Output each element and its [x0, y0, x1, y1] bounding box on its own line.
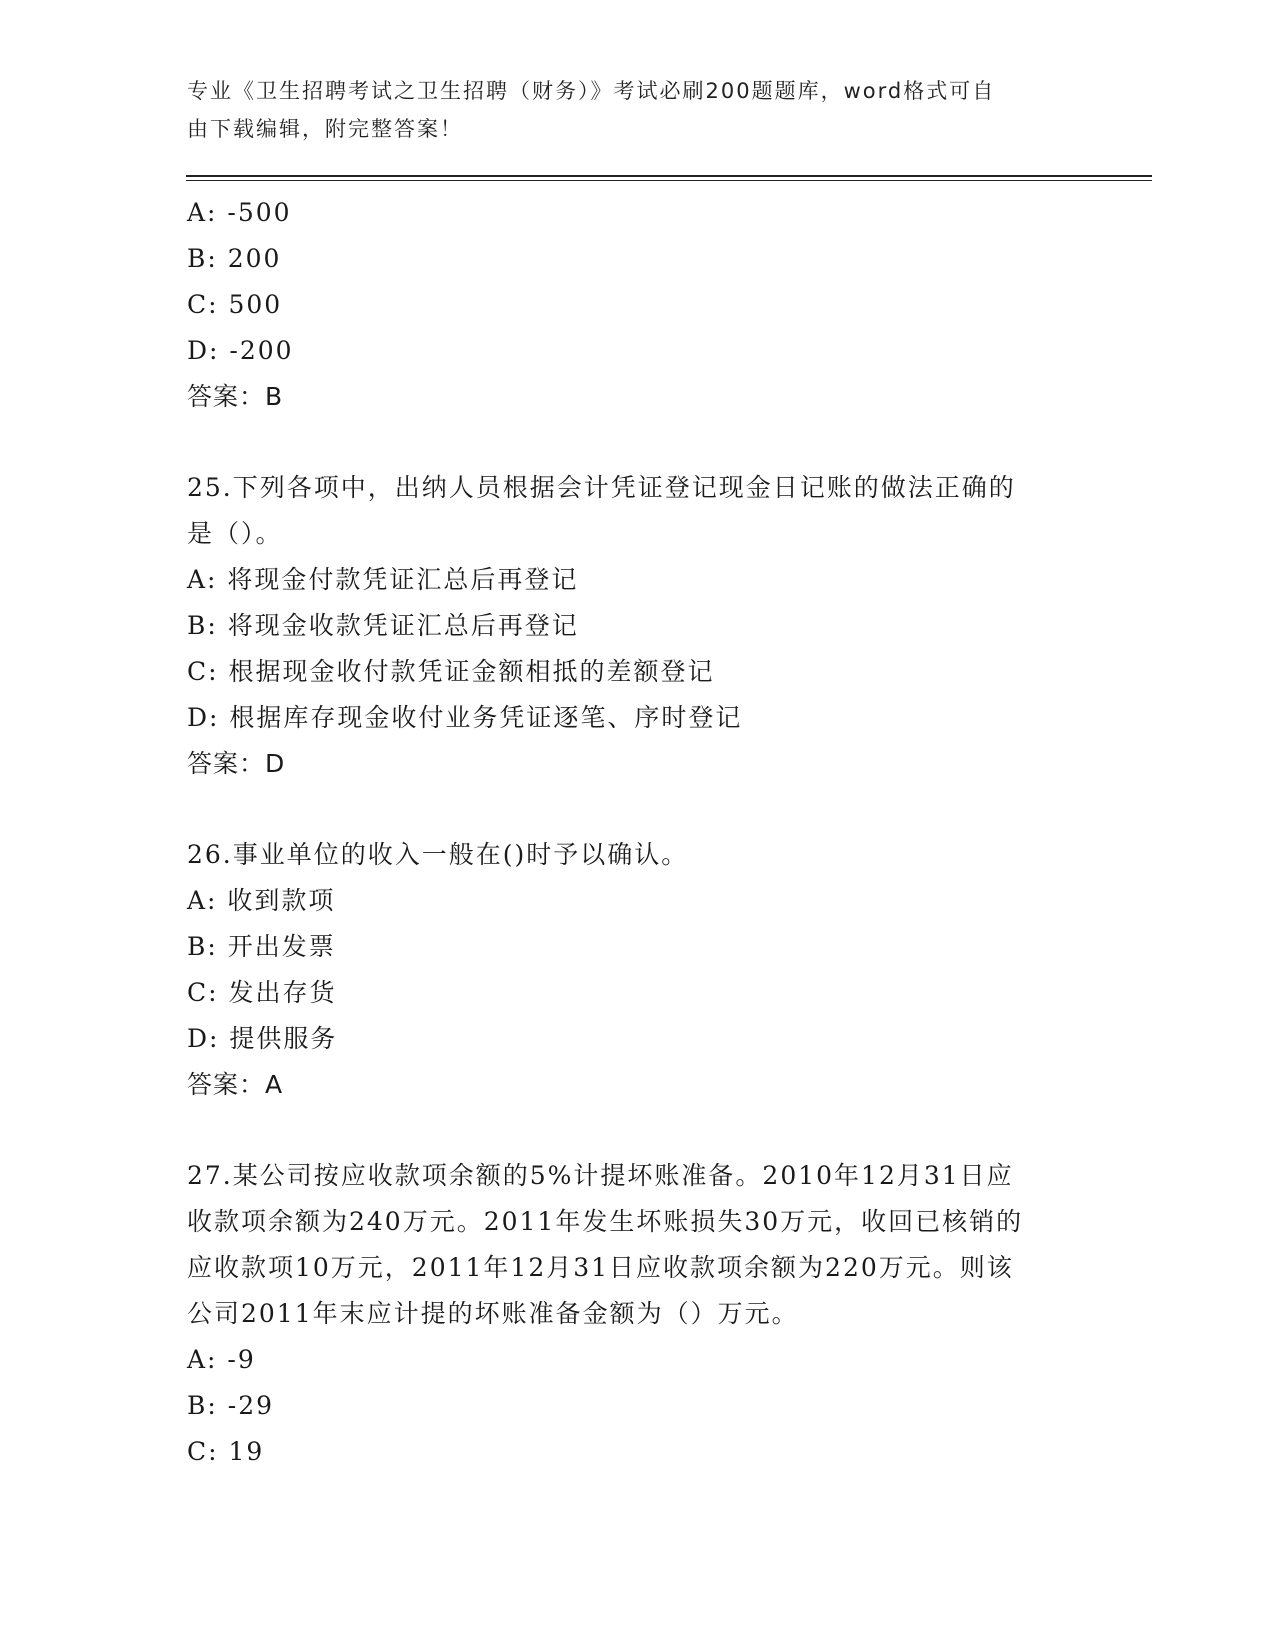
question-24	[187, 190, 1087, 420]
question-text-line-1: 26.事业单位的收入一般在()时予以确认。	[187, 840, 689, 869]
question-text-line-1: 27.某公司按应收款项余额的5%计提坏账准备。2010年12月31日应	[187, 1161, 1014, 1190]
answer-line: 答案：D	[187, 749, 286, 778]
question-text-line-3: 应收款项10万元，2011年12月31日应收款项余额为220万元。则该	[187, 1253, 1014, 1282]
option-b: B: 200	[187, 244, 282, 273]
question-text-line-1: 25.下列各项中，出纳人员根据会计凭证登记现金日记账的做法正确的	[187, 473, 1016, 502]
answer-line: 答案：A	[187, 1070, 284, 1099]
question-text-line-4: 公司2011年末应计提的坏账准备金额为（）万元。	[187, 1299, 799, 1328]
option-b: B: -29	[187, 1391, 274, 1420]
document-body	[187, 190, 1087, 1475]
spacer	[187, 1108, 1087, 1153]
option-c: C: 发出存货	[187, 978, 337, 1007]
question-27	[187, 1153, 1087, 1475]
option-a: A: 将现金付款凭证汇总后再登记	[187, 565, 579, 594]
question-text-line-2: 收款项余额为240万元。2011年发生坏账损失30万元，收回已核销的	[187, 1207, 1024, 1236]
option-a: A: -9	[187, 1345, 256, 1374]
option-c: C: 19	[187, 1437, 265, 1466]
option-d: D: 根据库存现金收付业务凭证逐笔、序时登记	[187, 703, 743, 732]
question-26	[187, 832, 1087, 1108]
option-b: B: 开出发票	[187, 932, 336, 961]
header-line-2: 由下载编辑，附完整答案！	[187, 117, 463, 141]
document-header	[187, 72, 1067, 148]
option-a: A: 收到款项	[187, 886, 336, 915]
option-c: C: 根据现金收付款凭证金额相抵的差额登记	[187, 657, 715, 686]
header-divider-bottom	[186, 180, 1152, 181]
option-b: B: 将现金收款凭证汇总后再登记	[187, 611, 579, 640]
option-a: A: -500	[187, 198, 292, 227]
option-d: D: 提供服务	[187, 1024, 338, 1053]
header-line-1: 专业《卫生招聘考试之卫生招聘（财务）》考试必刷200题题库，word格式可自	[187, 79, 996, 103]
option-d: D: -200	[187, 336, 294, 365]
spacer	[187, 420, 1087, 465]
answer-line: 答案：B	[187, 382, 284, 411]
question-text-line-2: 是（）。	[187, 519, 283, 548]
header-divider-top	[186, 175, 1152, 177]
spacer	[187, 787, 1087, 832]
option-c: C: 500	[187, 290, 283, 319]
question-25	[187, 465, 1087, 787]
